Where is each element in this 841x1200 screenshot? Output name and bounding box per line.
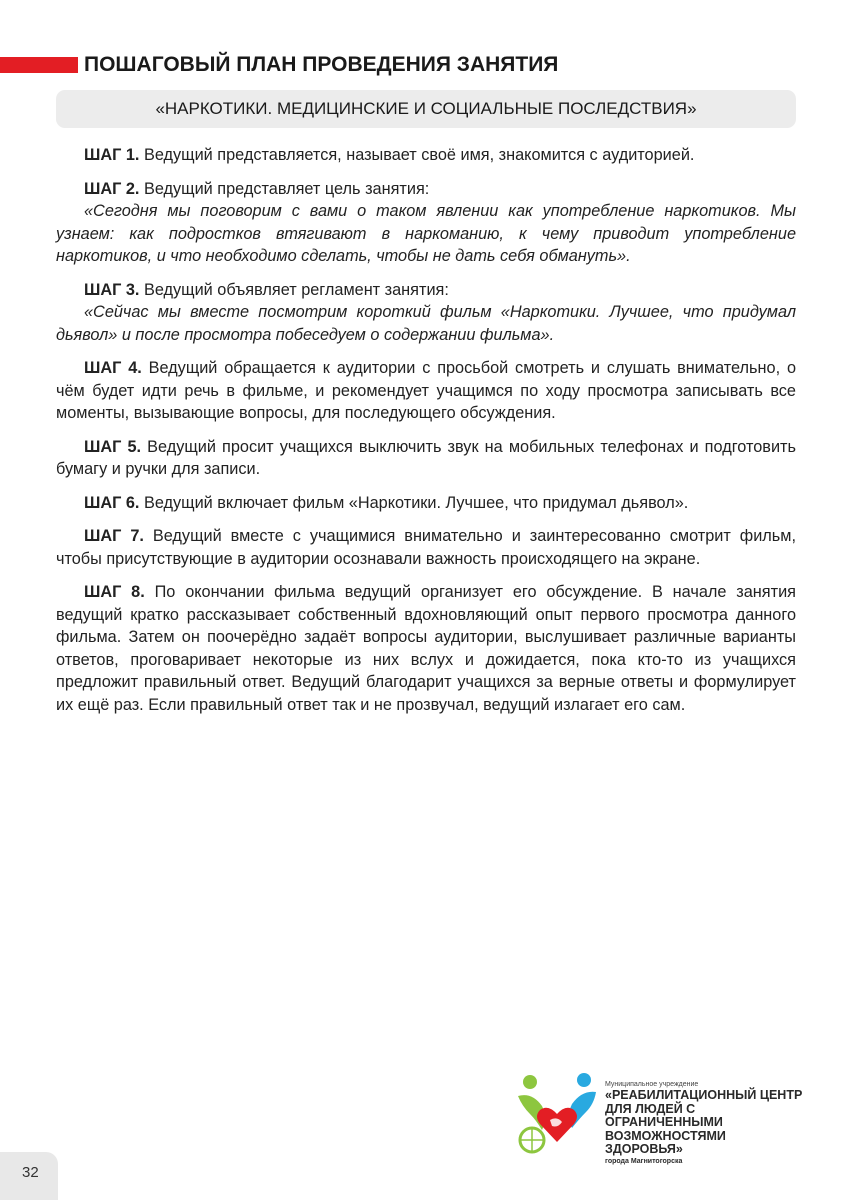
step-label: ШАГ 5. — [84, 437, 142, 456]
organization-block — [605, 1080, 805, 1167]
page-subtitle: «НАРКОТИКИ. МЕДИЦИНСКИЕ И СОЦИАЛЬНЫЕ ПОСЛЕДСТВИЯ» — [155, 99, 697, 118]
step-label: ШАГ 3. — [84, 280, 140, 299]
step-text: Ведущий представляет цель занятия: — [139, 179, 430, 198]
step-8 — [56, 581, 796, 716]
step-1 — [56, 144, 796, 167]
header-accent-bar — [0, 57, 78, 73]
org-city: города Магнитогорска — [605, 1157, 683, 1165]
step-text: Ведущий представляется, называет своё имя, знакомится с аудиторией. — [139, 146, 695, 164]
step-2 — [56, 178, 796, 268]
step-text: Ведущий включает фильм «Наркотики. Лучшее, что придумал дьявол». — [139, 493, 689, 512]
steps-content — [56, 144, 796, 727]
step-3 — [56, 279, 796, 347]
step-text: Ведущий объявляет регламент занятия: — [139, 280, 449, 299]
step-label: ШАГ 7. — [84, 527, 144, 545]
step-5 — [56, 436, 796, 481]
page-number-tab — [0, 1152, 58, 1200]
step-label: ШАГ 2. — [84, 179, 140, 198]
org-name-line-1: «РЕАБИЛИТАЦИОННЫЙ ЦЕНТР — [605, 1088, 803, 1102]
step-text: По окончании фильма ведущий организует его обсуждение. В начале занятия ведущий кратко рассказывает собственный вдохновляющий опыт первого просмотра данного фильма. Затем он поочерёдно задаёт вопросы аудитории, выслушивает различные варианты ответов, проговаривает некоторые из них вслух и дожидается, пока кто-то из учащихся предложит правильный ответ. Ведущий благодарит учащихся за верные ответы и формулирует их ещё раз. Если правильный ответ так и не прозвучал, ведущий излагает его сам. — [56, 583, 796, 714]
step-quote: «Сейчас мы вместе посмотрим короткий фильм «Наркотики. Лучшее, что придумал дьявол» и после просмотра побеседуем о содержании фильма». — [56, 303, 796, 344]
step-label: ШАГ 4. — [84, 359, 142, 377]
step-quote: «Сегодня мы поговорим с вами о таком явлении как употребление наркотиков. Мы узнаем: как подростков втягивают в наркоманию, к чему приводит употребление наркотиков, и что необходимо сделать, чтобы не дать себя обмануть». — [56, 202, 796, 265]
step-label: ШАГ 1. — [84, 146, 140, 164]
rehab-center-logo-icon — [512, 1070, 602, 1160]
step-text: Ведущий обращается к аудитории с просьбой смотреть и слушать внимательно, о чём будет идти речь в фильме, и рекомендует учащимся по ходу просмотра записывать все моменты, вызывающие вопросы, для последующего обсуждения. — [56, 359, 797, 422]
step-label: ШАГ 8. — [84, 583, 145, 601]
org-type: Муниципальное учреждение — [605, 1081, 699, 1088]
step-6 — [56, 492, 796, 515]
org-name-line-3: ВОЗМОЖНОСТЯМИ ЗДОРОВЬЯ» — [605, 1128, 726, 1156]
step-text: Ведущий вместе с учащимися внимательно и заинтересованно смотрит фильм, чтобы присутствующие в аудитории осознавали важность происходящего на экране. — [56, 527, 796, 568]
page-number: 32 — [22, 1164, 39, 1181]
subtitle-box — [56, 90, 796, 128]
step-7 — [56, 525, 796, 570]
step-label: ШАГ 6. — [84, 493, 140, 512]
org-name-line-2: ДЛЯ ЛЮДЕЙ С ОГРАНИЧЕННЫМИ — [605, 1101, 723, 1129]
step-text: Ведущий просит учащихся выключить звук на мобильных телефонах и подготовить бумагу и ручки для записи. — [56, 437, 796, 478]
step-4 — [56, 357, 796, 425]
page-title: ПОШАГОВЫЙ ПЛАН ПРОВЕДЕНИЯ ЗАНЯТИЯ — [84, 53, 559, 76]
